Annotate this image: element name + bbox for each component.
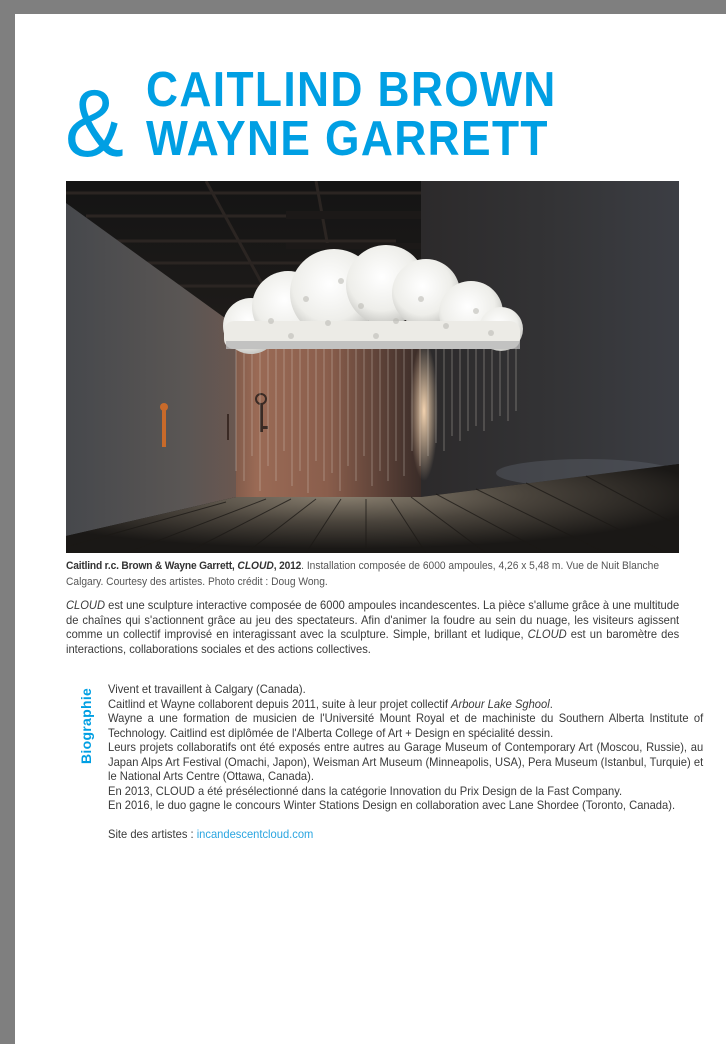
bio-award-2013: En 2013, CLOUD a été présélectionné dans la catégorie Innovation du Prix Design de la Fast Company. xyxy=(108,783,623,798)
caption-year: , 2012 xyxy=(273,560,302,572)
website-link[interactable]: incandescentcloud.com xyxy=(196,827,314,841)
bio-collaboration-end: . xyxy=(549,696,553,711)
bio-award-2016: En 2016, le duo gagne le concours Winter Stations Design en collaboration avec Lane Shordee (Toronto, Canada). xyxy=(108,798,676,812)
wall-lamp-glow xyxy=(410,341,438,481)
bio-education: Wayne a une formation de musicien de l'Université Mount Royal et de machiniste du Southern Alberta Institute of Technology. Caitlind est diplômée de l'Alberta College of Art + Design en spécialité dessin. xyxy=(108,711,704,740)
bio-residence: Vivent et travaillent à Calgary (Canada). xyxy=(108,682,306,696)
photo-caption xyxy=(66,558,680,590)
biography-label: Biographie xyxy=(78,687,94,764)
caption-artists: Caitlind r.c. Brown & Wayne Garrett, xyxy=(66,560,235,572)
description-work-title-2: CLOUD xyxy=(527,627,567,642)
work-description xyxy=(66,598,679,656)
document-page xyxy=(15,14,726,1044)
artist-name-caitlind-brown: CAITLIND BROWN xyxy=(146,63,557,117)
cloud-installation-photo xyxy=(66,181,679,553)
description-work-title: CLOUD xyxy=(66,598,106,612)
artist-heading xyxy=(15,14,726,184)
artist-website xyxy=(108,827,703,842)
bio-project-title: Arbour Lake Sghool xyxy=(451,696,550,711)
bio-exhibitions: Leurs projets collaboratifs ont été exposés entre autres au Garage Museum of Contemporary Art (Moscou, Russie), au Japan Alps Art Festival (Omachi, Japon), Weisman Art Museum (Minneapolis, USA), Pera Museum (Istanbul, Turquie) et le National Arts Centre (Ottawa, Canada). xyxy=(108,740,704,783)
ampersand-glyph: & xyxy=(65,70,124,177)
description-text: est une sculpture interactive composée de 6000 ampoules incandescentes. La pièce s'allume grâce à une multitude de chaînes qui s'actionnent grâce au jeu des spectateurs. Afin d'animer la foudre au sein du nuage, les visiteurs agissent comme un collectif improvisé en interagissant avec la sculpture. Simple, brillant et ludique, xyxy=(66,598,680,642)
bio-collaboration-text: Caitlind et Wayne collaborent depuis 2011, suite à leur projet collectif xyxy=(108,696,452,711)
description-text-end: est un baromètre des interactions, collaborations sociales et des actions collectives. xyxy=(66,627,680,656)
website-label: Site des artistes : xyxy=(108,827,197,841)
caption-details: . Installation composée de 6000 ampoules, 4,26 x 5,48 m. Vue de Nuit Blanche Calgary. Courtesy des artistes. Photo crédit : Doug Wong. xyxy=(66,560,660,588)
artist-name-wayne-garrett: WAYNE GARRETT xyxy=(146,112,549,166)
biography-text xyxy=(108,682,703,842)
bio-collaboration xyxy=(108,697,703,712)
caption-work-title: CLOUD xyxy=(237,560,274,572)
